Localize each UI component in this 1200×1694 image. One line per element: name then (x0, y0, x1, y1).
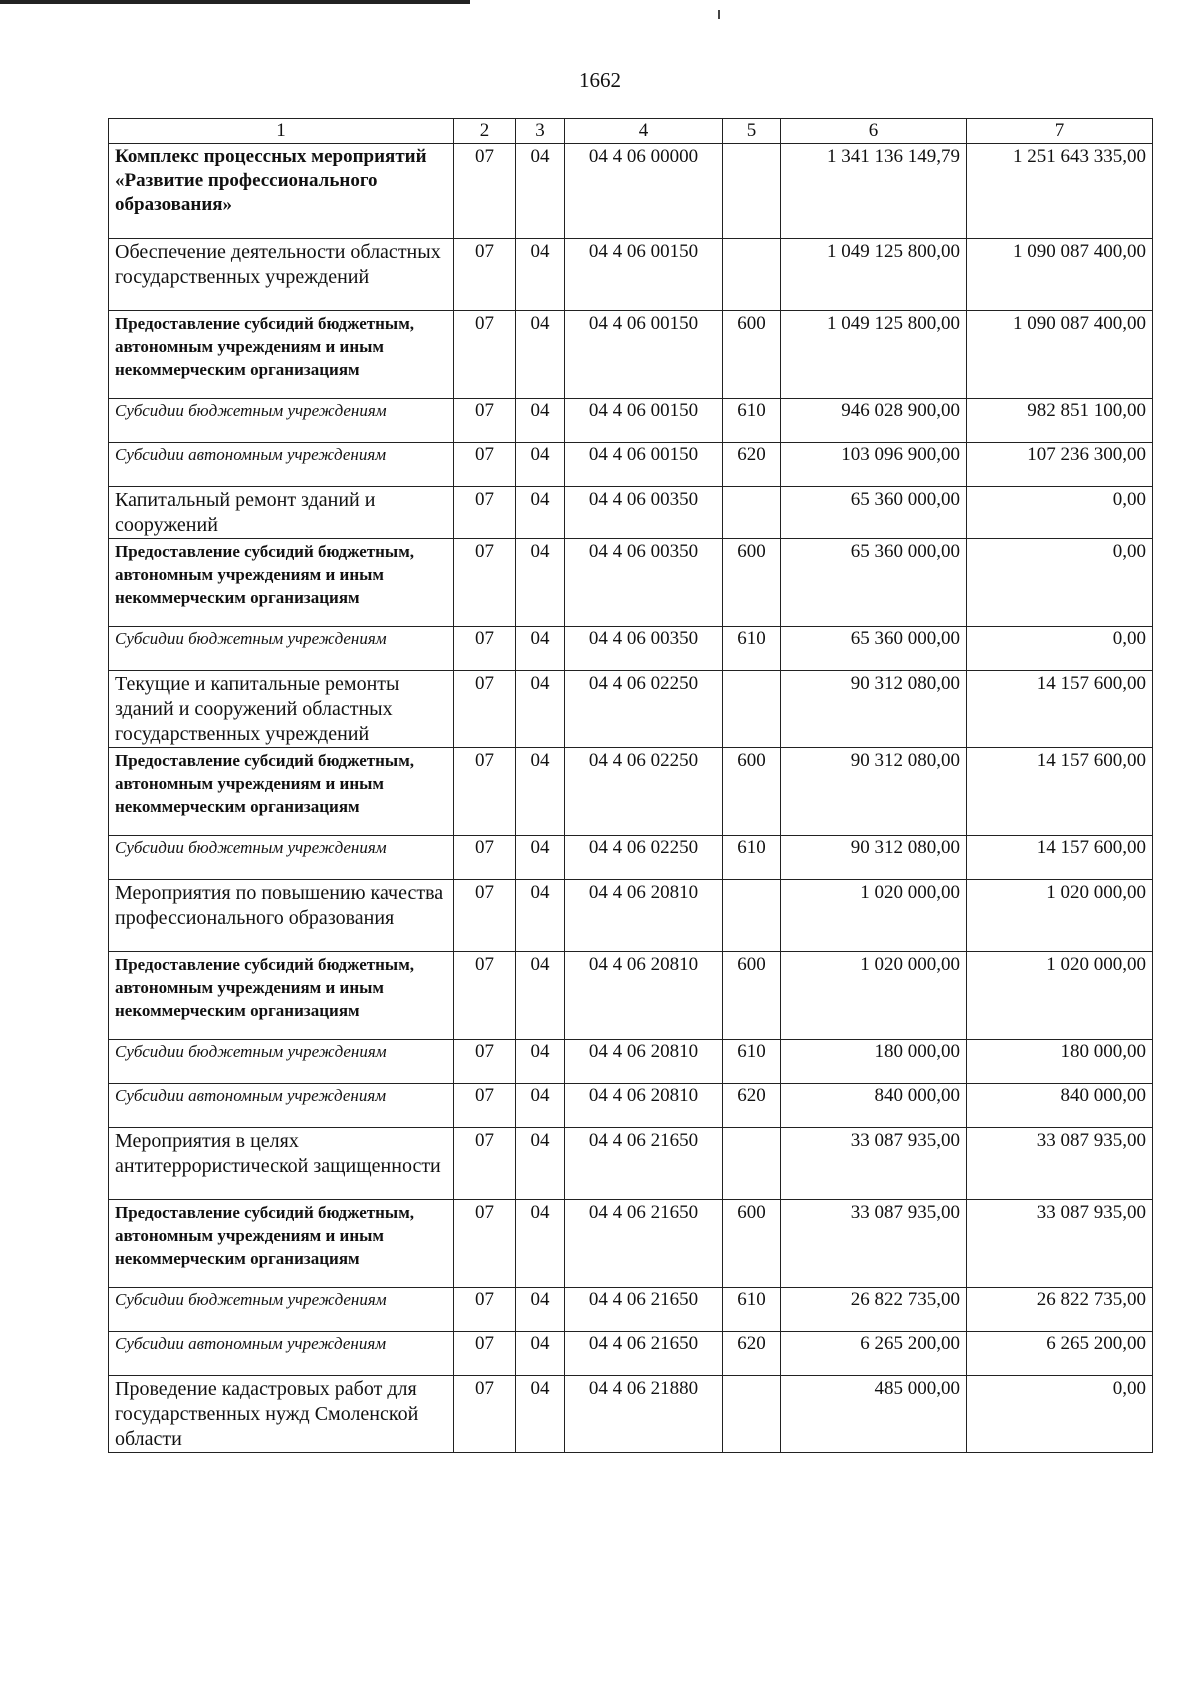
section-code-cell: 07 (454, 1288, 516, 1332)
table-row (109, 1040, 1153, 1084)
expense-type-cell (723, 144, 781, 239)
amount-year1-cell: 840 000,00 (781, 1084, 967, 1128)
target-article-cell: 04 4 06 00000 (565, 144, 723, 239)
column-header: 5 (723, 119, 781, 144)
subsection-code-cell: 04 (516, 1332, 565, 1376)
amount-year1-cell: 6 265 200,00 (781, 1332, 967, 1376)
expense-type-cell (723, 671, 781, 748)
subsection-code-cell: 04 (516, 1084, 565, 1128)
subsection-code-cell: 04 (516, 443, 565, 487)
target-article-cell: 04 4 06 20810 (565, 880, 723, 952)
amount-year1-cell: 33 087 935,00 (781, 1200, 967, 1288)
amount-year2-cell: 14 157 600,00 (967, 748, 1153, 836)
amount-year2-cell: 0,00 (967, 539, 1153, 627)
name-cell: Субсидии бюджетным учреждениям (109, 627, 454, 671)
target-article-cell: 04 4 06 00150 (565, 311, 723, 399)
amount-year1-cell: 65 360 000,00 (781, 539, 967, 627)
amount-year2-cell: 180 000,00 (967, 1040, 1153, 1084)
section-code-cell: 07 (454, 1200, 516, 1288)
name-cell: Субсидии бюджетным учреждениям (109, 836, 454, 880)
amount-year2-cell: 33 087 935,00 (967, 1128, 1153, 1200)
amount-year2-cell: 1 020 000,00 (967, 952, 1153, 1040)
expense-type-cell (723, 880, 781, 952)
target-article-cell: 04 4 06 21650 (565, 1332, 723, 1376)
amount-year1-cell: 1 341 136 149,79 (781, 144, 967, 239)
subsection-code-cell: 04 (516, 1040, 565, 1084)
name-cell: Субсидии бюджетным учреждениям (109, 399, 454, 443)
expense-type-cell (723, 239, 781, 311)
section-code-cell: 07 (454, 1128, 516, 1200)
table-row (109, 836, 1153, 880)
expense-type-cell: 620 (723, 1332, 781, 1376)
subsection-code-cell: 04 (516, 539, 565, 627)
section-code-cell: 07 (454, 1332, 516, 1376)
amount-year1-cell: 65 360 000,00 (781, 487, 967, 539)
name-cell: Комплекс процессных мероприятий «Развитие профессионального образования» (109, 144, 454, 239)
section-code-cell: 07 (454, 443, 516, 487)
target-article-cell: 04 4 06 02250 (565, 671, 723, 748)
expense-type-cell: 600 (723, 311, 781, 399)
name-cell: Предоставление субсидий бюджетным, автономным учреждениям и иным некоммерческим организациям (109, 539, 454, 627)
amount-year1-cell: 1 020 000,00 (781, 952, 967, 1040)
subsection-code-cell: 04 (516, 239, 565, 311)
amount-year1-cell: 90 312 080,00 (781, 671, 967, 748)
table-row (109, 1128, 1153, 1200)
subsection-code-cell: 04 (516, 952, 565, 1040)
amount-year2-cell: 1 251 643 335,00 (967, 144, 1153, 239)
table-row (109, 239, 1153, 311)
name-cell: Субсидии автономным учреждениям (109, 1084, 454, 1128)
amount-year1-cell: 33 087 935,00 (781, 1128, 967, 1200)
amount-year1-cell: 180 000,00 (781, 1040, 967, 1084)
target-article-cell: 04 4 06 21650 (565, 1128, 723, 1200)
section-code-cell: 07 (454, 952, 516, 1040)
expense-type-cell: 600 (723, 539, 781, 627)
amount-year1-cell: 1 020 000,00 (781, 880, 967, 952)
section-code-cell: 07 (454, 311, 516, 399)
target-article-cell: 04 4 06 20810 (565, 952, 723, 1040)
amount-year1-cell: 1 049 125 800,00 (781, 239, 967, 311)
subsection-code-cell: 04 (516, 399, 565, 443)
amount-year2-cell: 14 157 600,00 (967, 671, 1153, 748)
expense-type-cell: 610 (723, 836, 781, 880)
expense-type-cell: 600 (723, 748, 781, 836)
name-cell: Текущие и капитальные ремонты зданий и сооружений областных государственных учреждений (109, 671, 454, 748)
table-row (109, 952, 1153, 1040)
section-code-cell: 07 (454, 671, 516, 748)
amount-year2-cell: 1 090 087 400,00 (967, 239, 1153, 311)
table-row (109, 748, 1153, 836)
target-article-cell: 04 4 06 00350 (565, 627, 723, 671)
section-code-cell: 07 (454, 1376, 516, 1453)
amount-year2-cell: 26 822 735,00 (967, 1288, 1153, 1332)
column-header: 6 (781, 119, 967, 144)
section-code-cell: 07 (454, 144, 516, 239)
table-row (109, 399, 1153, 443)
subsection-code-cell: 04 (516, 1288, 565, 1332)
column-header: 7 (967, 119, 1153, 144)
target-article-cell: 04 4 06 00150 (565, 443, 723, 487)
name-cell: Обеспечение деятельности областных государственных учреждений (109, 239, 454, 311)
amount-year2-cell: 982 851 100,00 (967, 399, 1153, 443)
subsection-code-cell: 04 (516, 1128, 565, 1200)
section-code-cell: 07 (454, 836, 516, 880)
amount-year1-cell: 485 000,00 (781, 1376, 967, 1453)
subsection-code-cell: 04 (516, 144, 565, 239)
subsection-code-cell: 04 (516, 311, 565, 399)
scan-top-rule (0, 0, 470, 4)
page-number: 1662 (579, 68, 621, 92)
amount-year1-cell: 946 028 900,00 (781, 399, 967, 443)
target-article-cell: 04 4 06 20810 (565, 1040, 723, 1084)
amount-year2-cell: 1 020 000,00 (967, 880, 1153, 952)
section-code-cell: 07 (454, 1084, 516, 1128)
table-row (109, 539, 1153, 627)
subsection-code-cell: 04 (516, 836, 565, 880)
target-article-cell: 04 4 06 00350 (565, 539, 723, 627)
target-article-cell: 04 4 06 20810 (565, 1084, 723, 1128)
amount-year1-cell: 90 312 080,00 (781, 748, 967, 836)
target-article-cell: 04 4 06 21880 (565, 1376, 723, 1453)
amount-year1-cell: 26 822 735,00 (781, 1288, 967, 1332)
expense-type-cell: 610 (723, 1040, 781, 1084)
scan-speck (718, 10, 720, 19)
amount-year2-cell: 6 265 200,00 (967, 1332, 1153, 1376)
section-code-cell: 07 (454, 399, 516, 443)
name-cell: Капитальный ремонт зданий и сооружений (109, 487, 454, 539)
table-row (109, 1084, 1153, 1128)
amount-year2-cell: 0,00 (967, 487, 1153, 539)
name-cell: Предоставление субсидий бюджетным, автономным учреждениям и иным некоммерческим организациям (109, 952, 454, 1040)
column-header: 2 (454, 119, 516, 144)
section-code-cell: 07 (454, 239, 516, 311)
name-cell: Субсидии автономным учреждениям (109, 443, 454, 487)
amount-year2-cell: 107 236 300,00 (967, 443, 1153, 487)
expense-type-cell: 610 (723, 399, 781, 443)
name-cell: Субсидии бюджетным учреждениям (109, 1288, 454, 1332)
table-row (109, 1200, 1153, 1288)
table-row (109, 311, 1153, 399)
target-article-cell: 04 4 06 00350 (565, 487, 723, 539)
amount-year1-cell: 103 096 900,00 (781, 443, 967, 487)
table-row (109, 1332, 1153, 1376)
name-cell: Субсидии бюджетным учреждениям (109, 1040, 454, 1084)
amount-year2-cell: 0,00 (967, 627, 1153, 671)
column-header: 1 (109, 119, 454, 144)
table-row (109, 443, 1153, 487)
amount-year1-cell: 65 360 000,00 (781, 627, 967, 671)
table-row (109, 144, 1153, 239)
expense-type-cell: 600 (723, 952, 781, 1040)
table-header-row (109, 119, 1153, 144)
target-article-cell: 04 4 06 00150 (565, 239, 723, 311)
section-code-cell: 07 (454, 627, 516, 671)
table-row (109, 671, 1153, 748)
amount-year1-cell: 1 049 125 800,00 (781, 311, 967, 399)
subsection-code-cell: 04 (516, 1200, 565, 1288)
subsection-code-cell: 04 (516, 748, 565, 836)
name-cell: Мероприятия по повышению качества профессионального образования (109, 880, 454, 952)
expense-type-cell: 610 (723, 627, 781, 671)
table-row (109, 627, 1153, 671)
subsection-code-cell: 04 (516, 1376, 565, 1453)
expense-type-cell: 600 (723, 1200, 781, 1288)
subsection-code-cell: 04 (516, 880, 565, 952)
section-code-cell: 07 (454, 1040, 516, 1084)
amount-year2-cell: 1 090 087 400,00 (967, 311, 1153, 399)
target-article-cell: 04 4 06 02250 (565, 748, 723, 836)
name-cell: Предоставление субсидий бюджетным, автономным учреждениям и иным некоммерческим организациям (109, 748, 454, 836)
name-cell: Мероприятия в целях антитеррористической защищенности (109, 1128, 454, 1200)
section-code-cell: 07 (454, 539, 516, 627)
expense-type-cell (723, 1128, 781, 1200)
table-row (109, 880, 1153, 952)
name-cell: Проведение кадастровых работ для государственных нужд Смоленской области (109, 1376, 454, 1453)
amount-year2-cell: 840 000,00 (967, 1084, 1153, 1128)
expense-type-cell (723, 1376, 781, 1453)
target-article-cell: 04 4 06 21650 (565, 1288, 723, 1332)
amount-year2-cell: 14 157 600,00 (967, 836, 1153, 880)
subsection-code-cell: 04 (516, 487, 565, 539)
subsection-code-cell: 04 (516, 671, 565, 748)
section-code-cell: 07 (454, 487, 516, 539)
budget-table (108, 118, 1153, 1453)
name-cell: Субсидии автономным учреждениям (109, 1332, 454, 1376)
expense-type-cell: 620 (723, 443, 781, 487)
section-code-cell: 07 (454, 748, 516, 836)
subsection-code-cell: 04 (516, 627, 565, 671)
amount-year2-cell: 33 087 935,00 (967, 1200, 1153, 1288)
expense-type-cell: 610 (723, 1288, 781, 1332)
expense-type-cell: 620 (723, 1084, 781, 1128)
amount-year2-cell: 0,00 (967, 1376, 1153, 1453)
expense-type-cell (723, 487, 781, 539)
section-code-cell: 07 (454, 880, 516, 952)
target-article-cell: 04 4 06 21650 (565, 1200, 723, 1288)
table-row (109, 1288, 1153, 1332)
target-article-cell: 04 4 06 00150 (565, 399, 723, 443)
table-row (109, 487, 1153, 539)
table-row (109, 1376, 1153, 1453)
target-article-cell: 04 4 06 02250 (565, 836, 723, 880)
column-header: 3 (516, 119, 565, 144)
name-cell: Предоставление субсидий бюджетным, автономным учреждениям и иным некоммерческим организациям (109, 1200, 454, 1288)
name-cell: Предоставление субсидий бюджетным, автономным учреждениям и иным некоммерческим организациям (109, 311, 454, 399)
amount-year1-cell: 90 312 080,00 (781, 836, 967, 880)
column-header: 4 (565, 119, 723, 144)
